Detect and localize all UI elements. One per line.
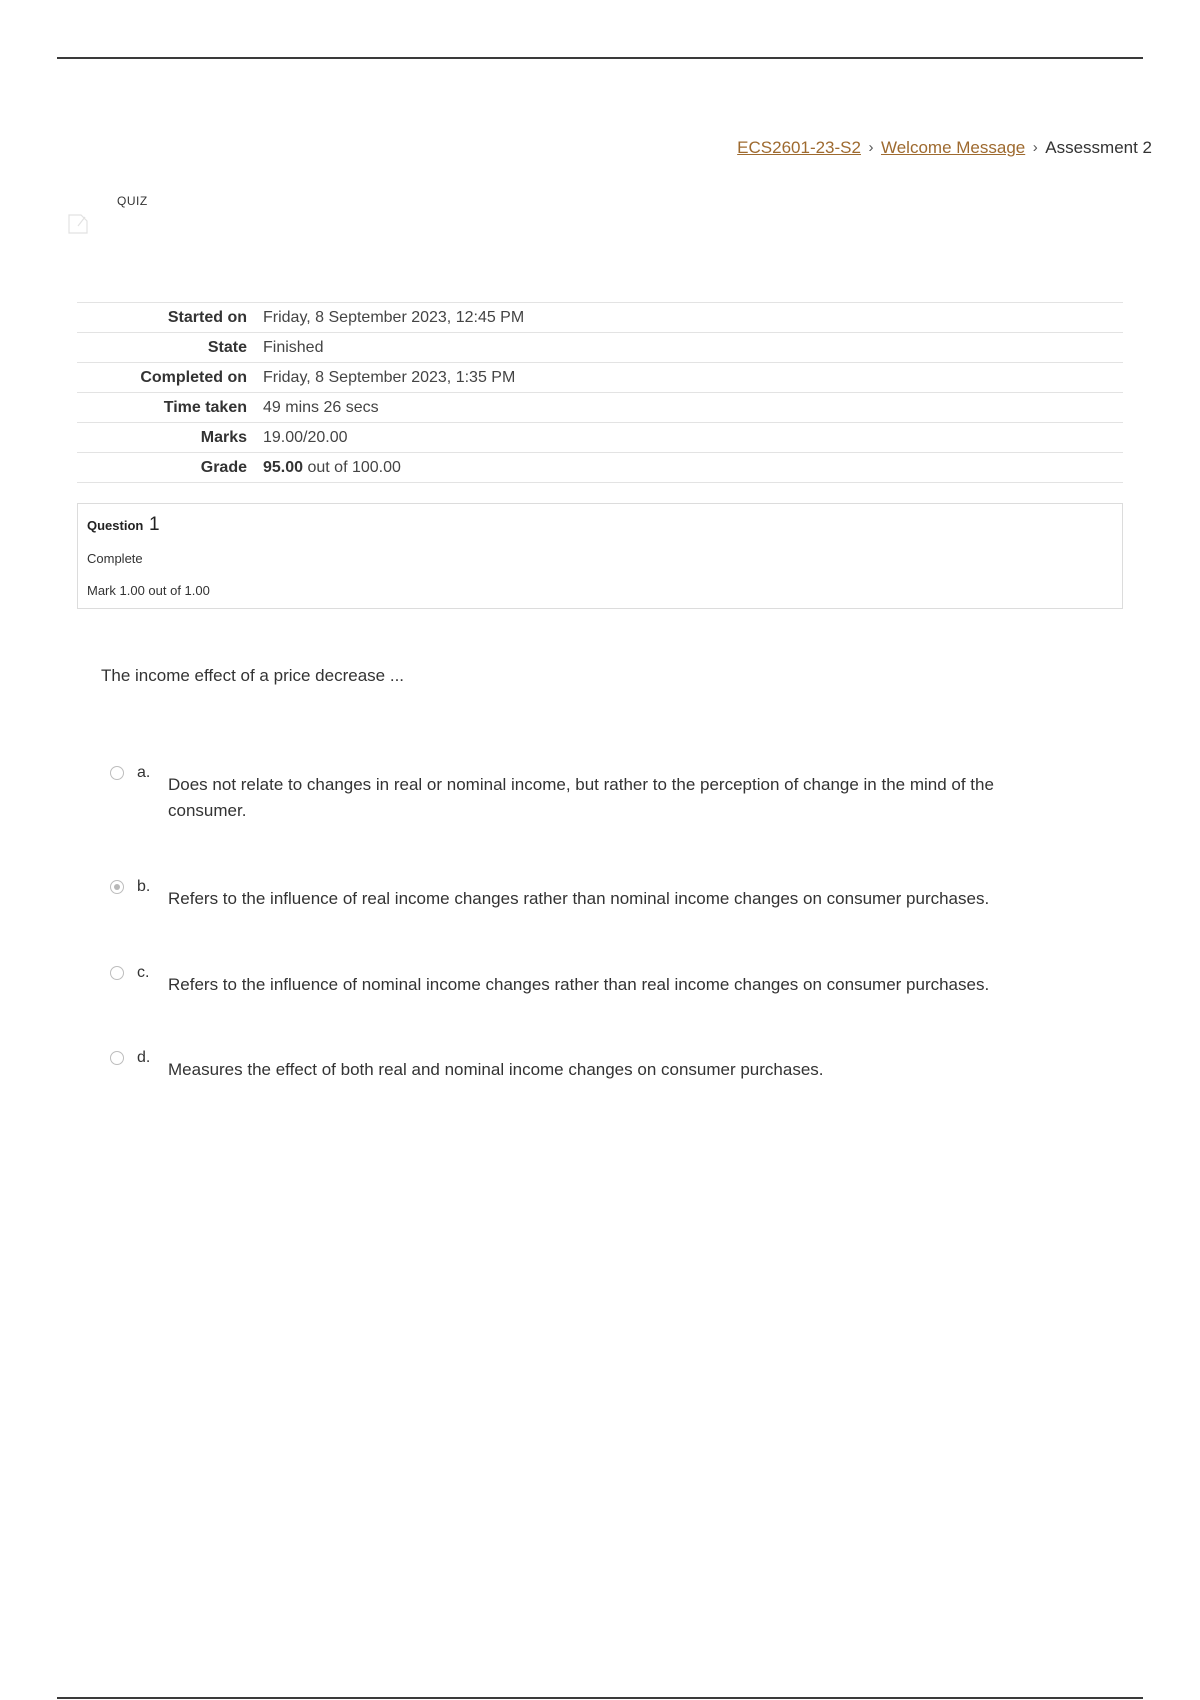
radio-button[interactable] [110, 966, 124, 980]
question-grade: Mark 1.00 out of 1.00 [87, 583, 210, 598]
summary-row-started-on [77, 303, 1123, 333]
activity-type-label: QUIZ [117, 194, 148, 208]
answer-text: Does not relate to changes in real or nominal income, but rather to the perception of change in the mind of the consumer. [168, 775, 994, 820]
question-state: Complete [87, 551, 143, 566]
summary-label: Marks [200, 428, 247, 446]
breadcrumb [737, 137, 1152, 159]
answer-text: Refers to the influence of nominal income changes rather than real income changes on consumer purchases. [168, 975, 990, 994]
summary-row-marks [77, 423, 1123, 453]
answer-letter: a. [137, 764, 151, 781]
summary-label: Started on [167, 308, 247, 326]
summary-value [263, 453, 1123, 483]
summary-value: 19.00/20.00 [263, 428, 348, 446]
quiz-icon [67, 213, 89, 235]
answer-letter: c. [137, 964, 150, 981]
answer-letter: b. [137, 878, 151, 895]
summary-label: Time taken [163, 398, 247, 416]
summary-value: Finished [263, 338, 324, 356]
radio-button[interactable] [110, 766, 124, 780]
summary-row-grade [77, 453, 1123, 483]
bottom-divider [57, 1697, 1143, 1699]
answer-text: Refers to the influence of real income changes rather than nominal income changes on consumer purchases. [168, 889, 990, 908]
top-divider [57, 57, 1143, 59]
question-info-box [77, 503, 1123, 609]
answer-letter: d. [137, 1049, 151, 1066]
answer-text: Measures the effect of both real and nominal income changes on consumer purchases. [168, 1060, 824, 1079]
summary-row-state [77, 333, 1123, 363]
summary-row-time-taken [77, 393, 1123, 423]
grade-out-of: out of 100.00 [303, 458, 401, 476]
question-number: 1 [148, 514, 160, 535]
attempt-summary-table [77, 302, 1123, 483]
summary-label: Completed on [140, 368, 247, 386]
breadcrumb-link-course[interactable]: ECS2601-23-S2 [737, 138, 861, 157]
summary-label: Grade [200, 458, 247, 476]
grade-score: 95.00 [263, 458, 304, 476]
chevron-right-icon: › [1032, 139, 1038, 156]
question-text: The income effect of a price decrease ... [101, 666, 405, 685]
summary-value: Friday, 8 September 2023, 12:45 PM [263, 308, 525, 326]
breadcrumb-current-page: Assessment 2 [1045, 138, 1152, 157]
radio-button-selected[interactable] [110, 880, 124, 894]
summary-value: 49 mins 26 secs [263, 398, 379, 416]
summary-row-completed-on [77, 363, 1123, 393]
radio-button[interactable] [110, 1051, 124, 1065]
question-label: Question [87, 518, 144, 533]
chevron-right-icon: › [868, 139, 874, 156]
question-title [87, 514, 160, 536]
summary-label: State [207, 338, 247, 356]
breadcrumb-link-welcome-message[interactable]: Welcome Message [880, 138, 1026, 157]
summary-value: Friday, 8 September 2023, 1:35 PM [263, 368, 516, 386]
